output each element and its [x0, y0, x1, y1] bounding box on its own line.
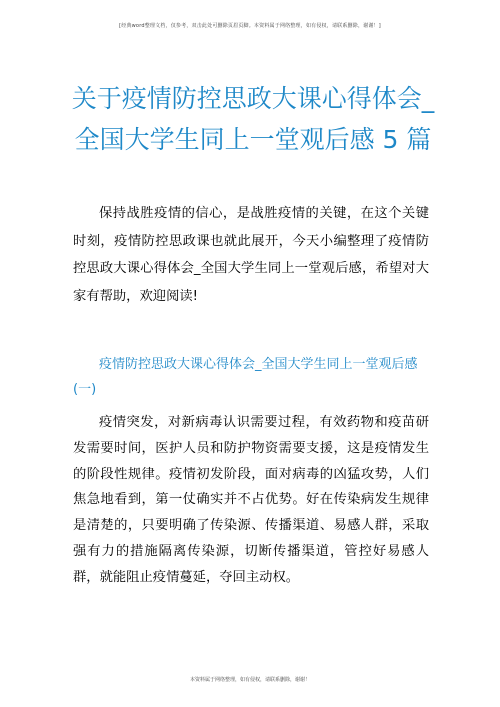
body-paragraph: 疫情突发，对新病毒认识需要过程，有效药物和疫苗研发需要时间，医护人员和防护物资需要支援，这是疫情发生的阶段性规律。疫情初发阶段，面对病毒的凶猛攻势，人们焦急地看到，第一仗确实并不占优势。好在传染病发生规律是清楚的，只要明确了传染源、传播渠道、易感人群，采取强有力的措施隔离传染源，切断传播渠道，管控好易感人群，就能阻止疫情蔓延，夺回主动权。: [73, 415, 429, 585]
page-header-note: [经典word整理文档，仅参考，双击此处可删除页眉页脚。本资料属于网络整理，如有侵权，请联系删除，谢谢！]: [119, 23, 381, 29]
intro-paragraph: 保持战胜疫情的信心，是战胜疫情的关键，在这个关键时刻，疫情防控思政课也就此展开，今天小编整理了疫情防控思政大课心得体会_全国大学生同上一堂观后感，希望对大家有帮助，欢迎阅读!: [73, 206, 429, 304]
section-heading: 疫情防控思政大课心得体会_全国大学生同上一堂观后感(一): [73, 357, 418, 397]
document-title: 关于疫情防控思政大课心得体会_全国大学生同上一堂观后感 5 篇: [71, 84, 435, 154]
page-footer-note: 本资料属于网络整理，如有侵权，请联系删除，谢谢！: [189, 677, 310, 683]
